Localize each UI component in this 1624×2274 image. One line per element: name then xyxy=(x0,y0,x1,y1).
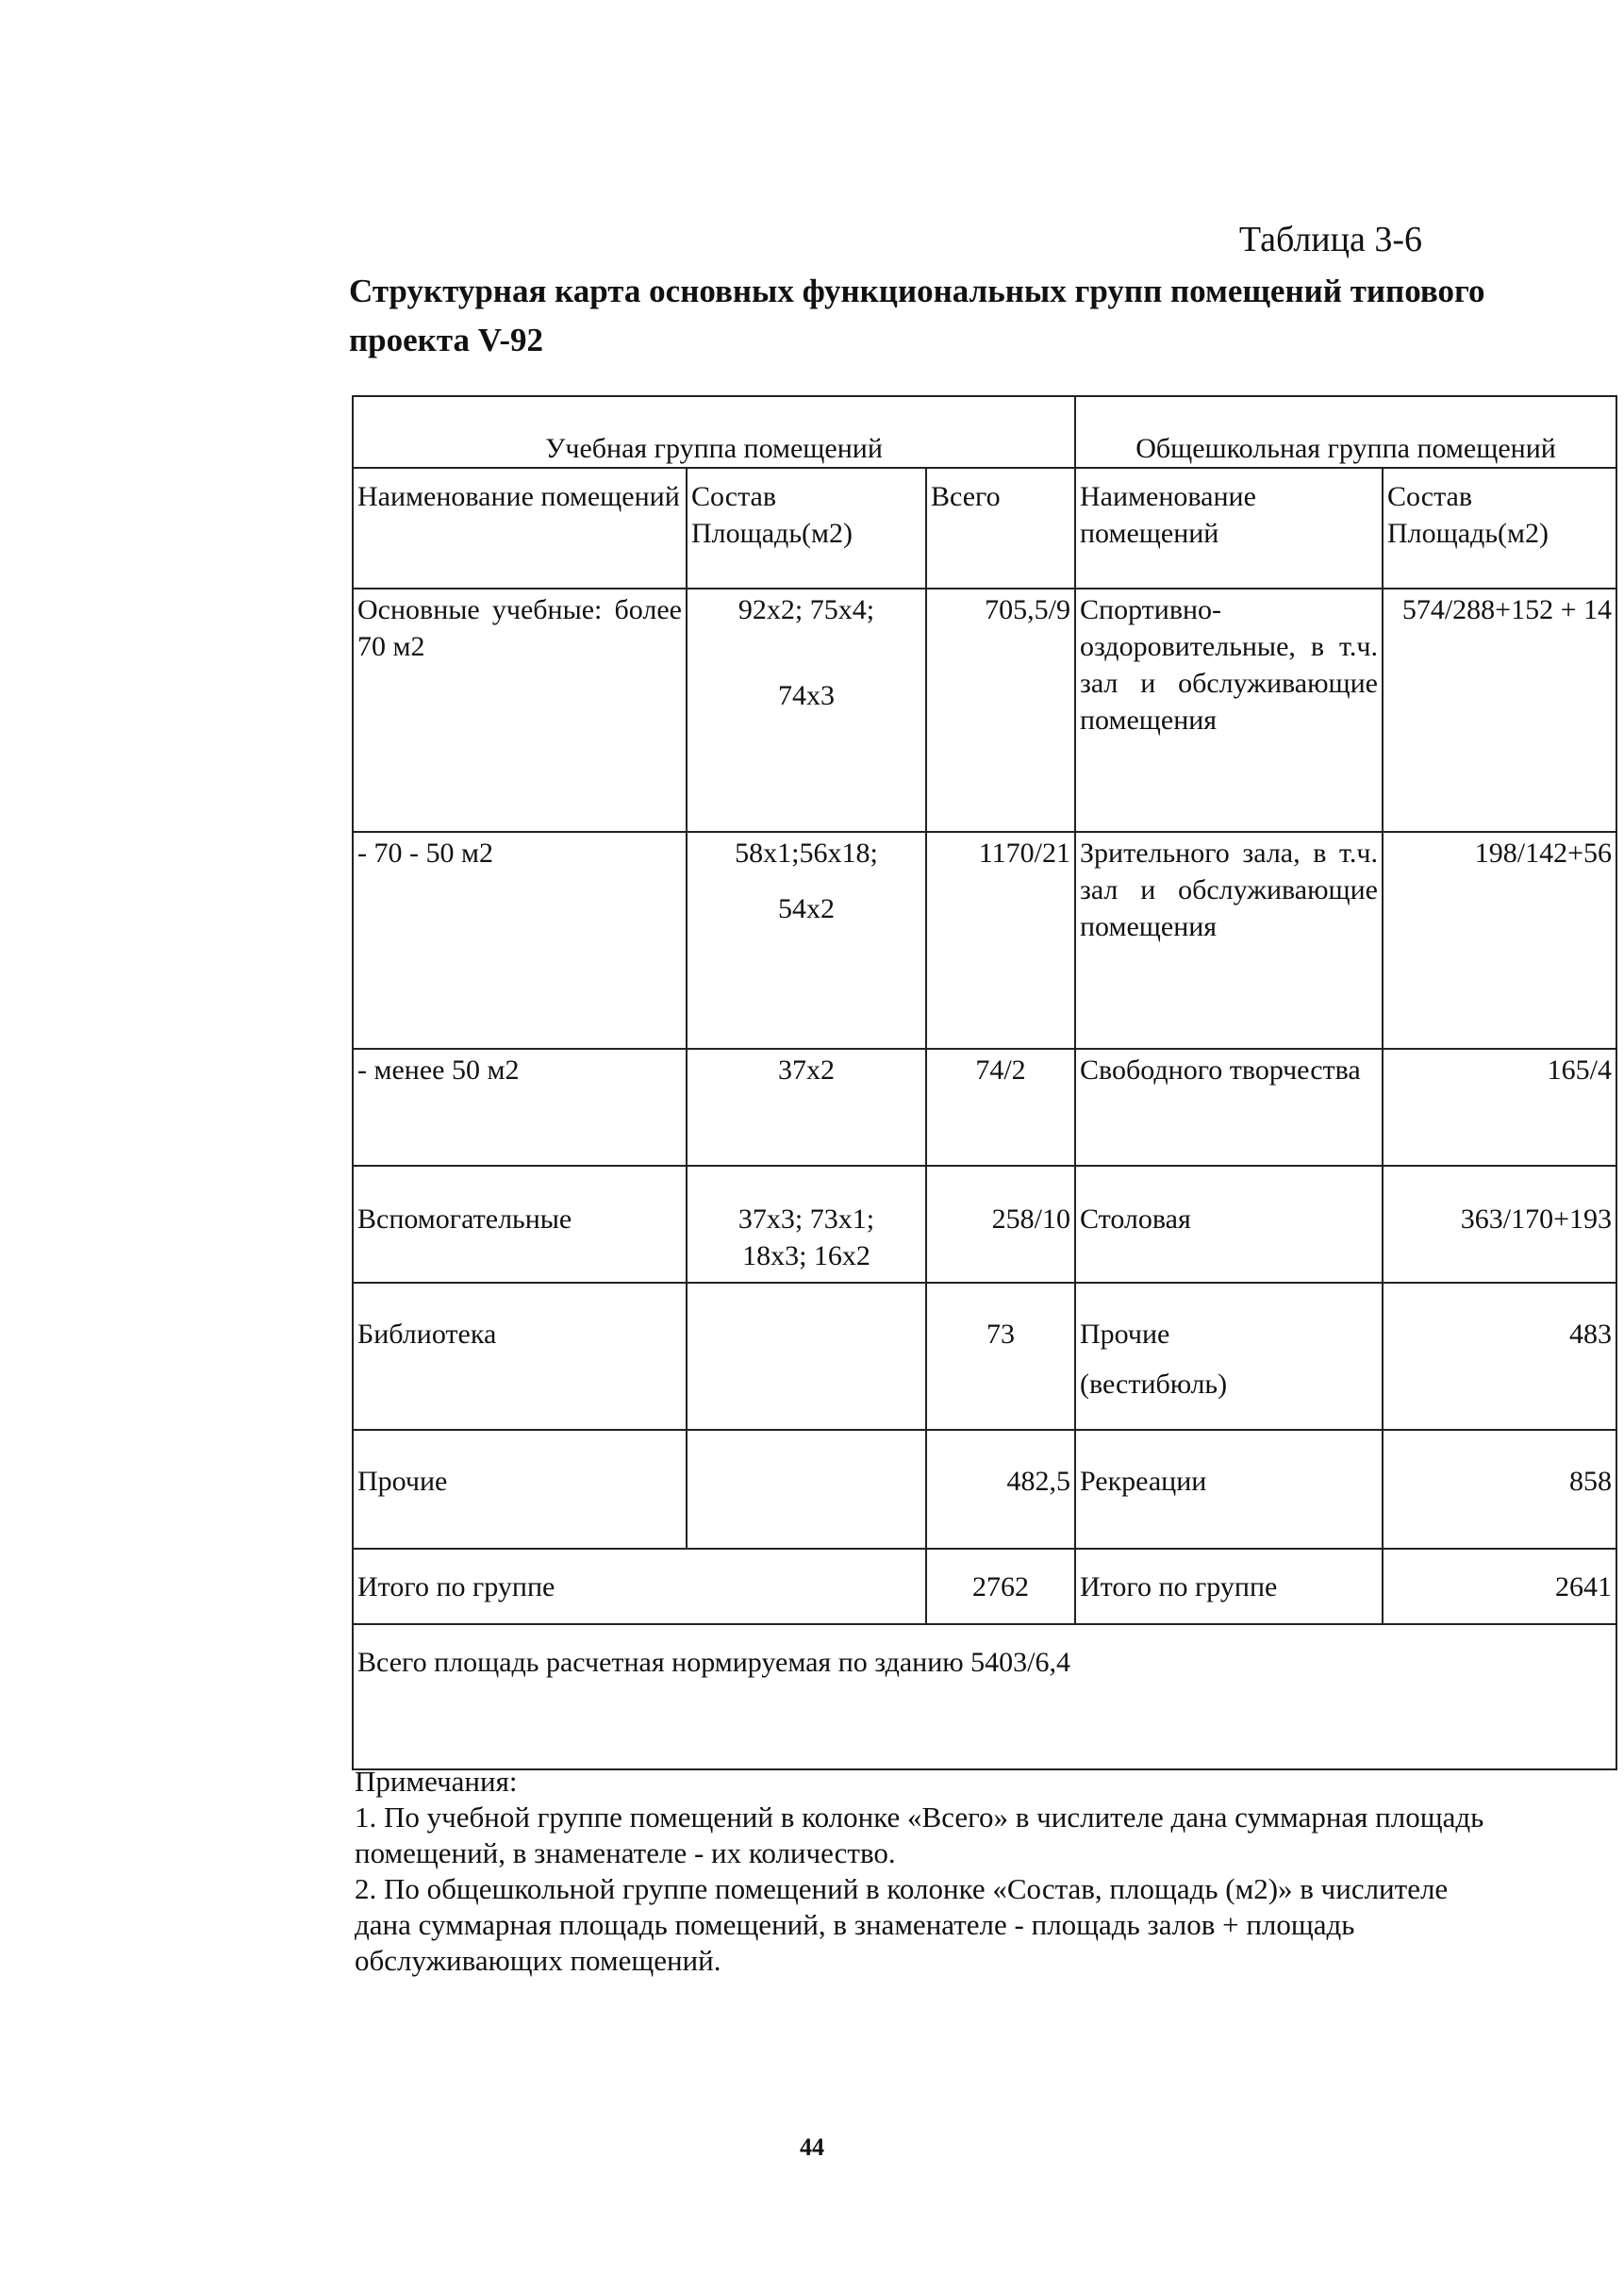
document-title: Структурная карта основных функциональных групп помещений типового проекта V-92 xyxy=(349,273,1485,358)
row-composition-2: 574/288+152 + 14 xyxy=(1383,589,1616,832)
row-composition-2: 198/142+56 xyxy=(1383,832,1616,1049)
row-name: - 70 - 50 м2 xyxy=(353,832,687,1049)
note-item: 2. По общешкольной группе помещений в колонке «Состав, площадь (м2)» в числителе дана суммарная площадь помещений, в знаменателе - площадь залов + площадь обслуживающих помещений. xyxy=(355,1872,1449,1977)
row-name: Библиотека xyxy=(353,1283,687,1430)
table-row xyxy=(353,832,1616,1049)
study-group-header: Учебная группа помещений xyxy=(353,396,1075,468)
column-header-name-2: Наименование помещений xyxy=(1075,468,1383,589)
table-group-header-row xyxy=(353,396,1616,468)
totals-label-2: Итого по группе xyxy=(1075,1549,1383,1624)
table-row xyxy=(353,589,1616,832)
row-composition-2: 165/4 xyxy=(1383,1049,1616,1166)
totals-label: Итого по группе xyxy=(353,1549,926,1624)
row-name-2: Столовая xyxy=(1075,1166,1383,1283)
column-header-composition: Состав Площадь(м2) xyxy=(687,468,926,589)
table-row xyxy=(353,1166,1616,1283)
column-header-name: Наименование помещений xyxy=(353,468,687,589)
row-composition xyxy=(687,1283,926,1430)
composition-line: 58x1;56x18; xyxy=(735,838,878,869)
composition-line: 92x2; 75x4; xyxy=(737,594,875,625)
row-total: 482,5 xyxy=(926,1430,1075,1549)
row-composition-2: 483 xyxy=(1383,1283,1616,1430)
row-total: 1170/21 xyxy=(926,832,1075,1049)
row-total: 74/2 xyxy=(926,1049,1075,1166)
table-footer: Всего площадь расчетная нормируемая по зданию 5403/6,4 xyxy=(353,1624,1616,1769)
totals-value: 2762 xyxy=(926,1549,1075,1624)
row-total: 73 xyxy=(926,1283,1075,1430)
row-composition-2: 858 xyxy=(1383,1430,1616,1549)
table-totals-row xyxy=(353,1549,1616,1624)
row-name: Основные учебные: более 70 м2 xyxy=(353,589,687,832)
table-footer-row xyxy=(353,1624,1616,1769)
name-line: (вестибюль) xyxy=(1080,1369,1228,1400)
row-name-2: Рекреации xyxy=(1075,1430,1383,1549)
school-group-header: Общешкольная группа помещений xyxy=(1075,396,1616,468)
column-header-composition-2: Состав Площадь(м2) xyxy=(1383,468,1616,589)
row-composition xyxy=(687,1430,926,1549)
row-name: - менее 50 м2 xyxy=(353,1049,687,1166)
name-line: Прочие xyxy=(1080,1319,1170,1350)
table-row xyxy=(353,1430,1616,1549)
row-name-2: Спортивно-оздоровительные, в т.ч. зал и обслуживающие помещения xyxy=(1075,589,1383,832)
note-item: 1. По учебной группе помещений в колонке «Всего» в числителе дана суммарная площадь помещений, в знаменателе - их количество. xyxy=(355,1801,1484,1869)
row-composition: 37x2 xyxy=(687,1049,926,1166)
row-composition xyxy=(687,589,926,832)
notes-section xyxy=(355,1764,1486,1979)
row-name-2 xyxy=(1075,1283,1383,1430)
table-row xyxy=(353,1049,1616,1166)
table-label: Таблица 3-6 xyxy=(1238,220,1422,259)
rooms-structure-table xyxy=(352,395,1617,1770)
page-number: 44 xyxy=(800,2133,824,2161)
column-header-total: Всего xyxy=(926,468,1075,589)
row-name-2: Свободного творчества xyxy=(1075,1049,1383,1166)
row-composition-2: 363/170+193 xyxy=(1383,1166,1616,1283)
table-row xyxy=(353,1283,1616,1430)
composition-line: 18x3; 16x2 xyxy=(742,1240,870,1271)
row-total: 705,5/9 xyxy=(926,589,1075,832)
row-name: Вспомогательные xyxy=(353,1166,687,1283)
composition-line: 54x2 xyxy=(778,893,835,924)
row-name: Прочие xyxy=(353,1430,687,1549)
row-composition xyxy=(687,1166,926,1283)
row-composition xyxy=(687,832,926,1049)
totals-value-2: 2641 xyxy=(1383,1549,1616,1624)
composition-line: 74x3 xyxy=(778,680,835,711)
notes-heading: Примечания: xyxy=(355,1765,518,1798)
table-column-header-row xyxy=(353,468,1616,589)
row-total: 258/10 xyxy=(926,1166,1075,1283)
row-name-2: Зрительного зала, в т.ч. зал и обслуживающие помещения xyxy=(1075,832,1383,1049)
composition-line: 37x3; 73x1; xyxy=(737,1203,875,1235)
